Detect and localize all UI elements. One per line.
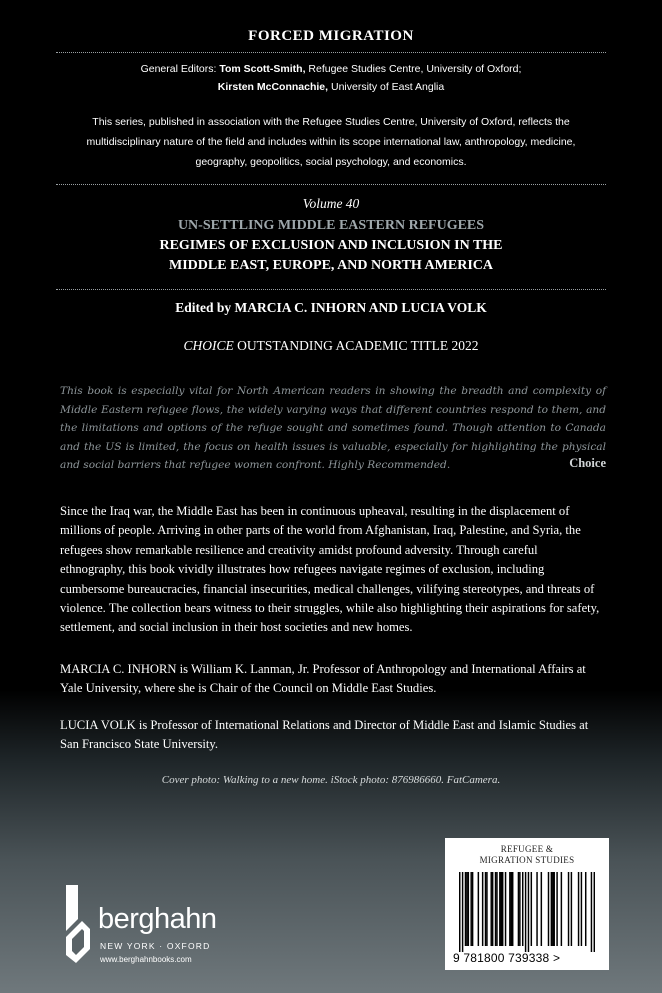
barcode-bar — [496, 872, 497, 946]
barcode-bar — [482, 872, 483, 946]
series-editors — [0, 60, 662, 96]
barcode-bar — [561, 872, 562, 946]
barcode-bar — [468, 872, 469, 946]
book-subtitle-line: REGIMES OF EXCLUSION AND INCLUSION IN THE — [159, 238, 503, 253]
divider — [56, 52, 606, 53]
barcode-bar — [522, 872, 523, 946]
barcode-panel — [445, 838, 609, 970]
barcode-bar — [525, 872, 526, 952]
barcode-bar — [502, 872, 503, 946]
award-text: OUTSTANDING ACADEMIC TITLE 2022 — [233, 338, 479, 353]
barcode-bar — [571, 872, 572, 946]
subject-category — [445, 844, 609, 866]
divider — [56, 289, 606, 290]
barcode-bar — [548, 872, 549, 946]
barcode-bar — [528, 872, 529, 952]
barcode-bar — [501, 872, 502, 946]
editors-credit: Edited by MARCIA C. INHORN AND LUCIA VOLK — [175, 300, 487, 315]
barcode-bar — [509, 872, 510, 946]
barcode-bar — [466, 872, 467, 946]
barcode-bar — [585, 872, 586, 946]
barcode-bar — [556, 872, 557, 946]
subject-category-line: REFUGEE & — [500, 844, 554, 854]
barcode-bar — [495, 872, 496, 946]
barcode-bar — [578, 872, 579, 946]
isbn-digits: 9 781800 739338 > — [453, 951, 561, 965]
review-source: Choice — [569, 456, 606, 470]
barcode-bar — [512, 872, 513, 946]
barcode-bar — [470, 872, 471, 946]
barcode-bar — [541, 872, 542, 946]
publisher-url: www.berghahnbooks.com — [100, 955, 192, 964]
editor-affiliation: University of East Anglia — [328, 81, 445, 93]
publisher-locations: NEW YORK · OXFORD — [100, 941, 211, 951]
review-quote: This book is especially vital for North American readers in showing the breadth and complexity of Middle Eastern refugee flows, the widely varying ways that different countries respond to them, and the limitations and options of the refuge sought and sometimes found. Though attention to Canada and the US is limited, the focus on health issues is valuable, especially for highlighting the physical and social barriers that refugee women confront. Highly Recommended. — [60, 385, 606, 471]
volume-number: Volume 40 — [302, 196, 360, 211]
award-publication: CHOICE — [183, 338, 234, 353]
editor-name: Tom Scott-Smith, — [219, 63, 306, 75]
barcode-bar — [492, 872, 493, 946]
editor-affiliation: Refugee Studies Centre, University of Oxford; — [305, 63, 522, 75]
series-title: FORCED MIGRATION — [248, 28, 414, 44]
book-subtitle-line: MIDDLE EAST, EUROPE, AND NORTH AMERICA — [168, 258, 493, 273]
barcode-bar — [459, 872, 460, 952]
barcode-bar — [478, 872, 479, 946]
award-line — [0, 338, 662, 354]
barcode-bar — [518, 872, 519, 946]
subject-category-line: MIGRATION STUDIES — [479, 855, 575, 865]
barcode-bar — [472, 872, 473, 946]
editor-name: Kirsten McConnachie, — [217, 81, 329, 93]
barcode-bar — [594, 872, 595, 952]
berghahn-logo-icon — [62, 885, 92, 965]
isbn-barcode — [459, 872, 595, 952]
barcode-bar — [490, 872, 491, 946]
photo-credit: Cover photo: Walking to a new home. iStock photo: 876986660. FatCamera. — [161, 774, 501, 786]
barcode-bar — [486, 872, 487, 946]
author-bio: MARCIA C. INHORN is William K. Lanman, Jr. Professor of Anthropology and International Affairs at Yale University, where she is Chair of the Council on Middle East Studies. — [60, 662, 586, 696]
barcode-bar — [536, 872, 537, 946]
barcode-bar — [568, 872, 569, 946]
divider — [56, 184, 606, 185]
barcode-bar — [485, 872, 486, 946]
barcode-bar — [551, 872, 552, 946]
barcode-bar — [505, 872, 506, 946]
publisher-logo — [62, 885, 262, 970]
barcode-bar — [553, 872, 554, 946]
book-blurb: Since the Iraq war, the Middle East has been in continuous upheaval, resulting in the displacement of millions of people. Arriving in other parts of the world from Afghanistan, Iraq, Palestine, and Syria, the refugees show remarkable resilience and creativity amidst profound adversity. Through careful ethnography, this book vividly illustrates how refugees navigate regimes of exclusion, including cumbersome bureaucracies, financial insecurities, medical challenges, vilifying stereotypes, and threats of violence. The collection bears witness to their struggles, while also highlighting their aspirations for safety, settlement, and social inclusion in their host societies and new homes. — [60, 504, 600, 635]
editors-prefix: General Editors: — [140, 63, 220, 75]
barcode-bar — [462, 872, 463, 952]
barcode-bar — [499, 872, 500, 946]
barcode-bar — [511, 872, 512, 946]
barcode-bar — [531, 872, 532, 946]
barcode-bar — [552, 872, 553, 946]
series-description: This series, published in association with the Refugee Studies Centre, University of Oxford, reflects the multidisciplinary nature of the field and includes within its scope international law, anthropology, medicine, geography, geopolitics, social psychology, and economics. — [86, 116, 576, 168]
author-bio: LUCIA VOLK is Professor of International Relations and Director of Middle East and Islamic Studies at San Francisco State University. — [60, 718, 589, 752]
barcode-bar — [465, 872, 466, 946]
book-title-block — [0, 216, 662, 276]
barcode-bar — [591, 872, 592, 952]
book-title: UN-SETTLING MIDDLE EASTERN REFUGEES — [177, 218, 485, 233]
publisher-name: berghahn — [98, 903, 217, 935]
barcode-bar — [519, 872, 520, 946]
barcode-bar — [581, 872, 582, 946]
